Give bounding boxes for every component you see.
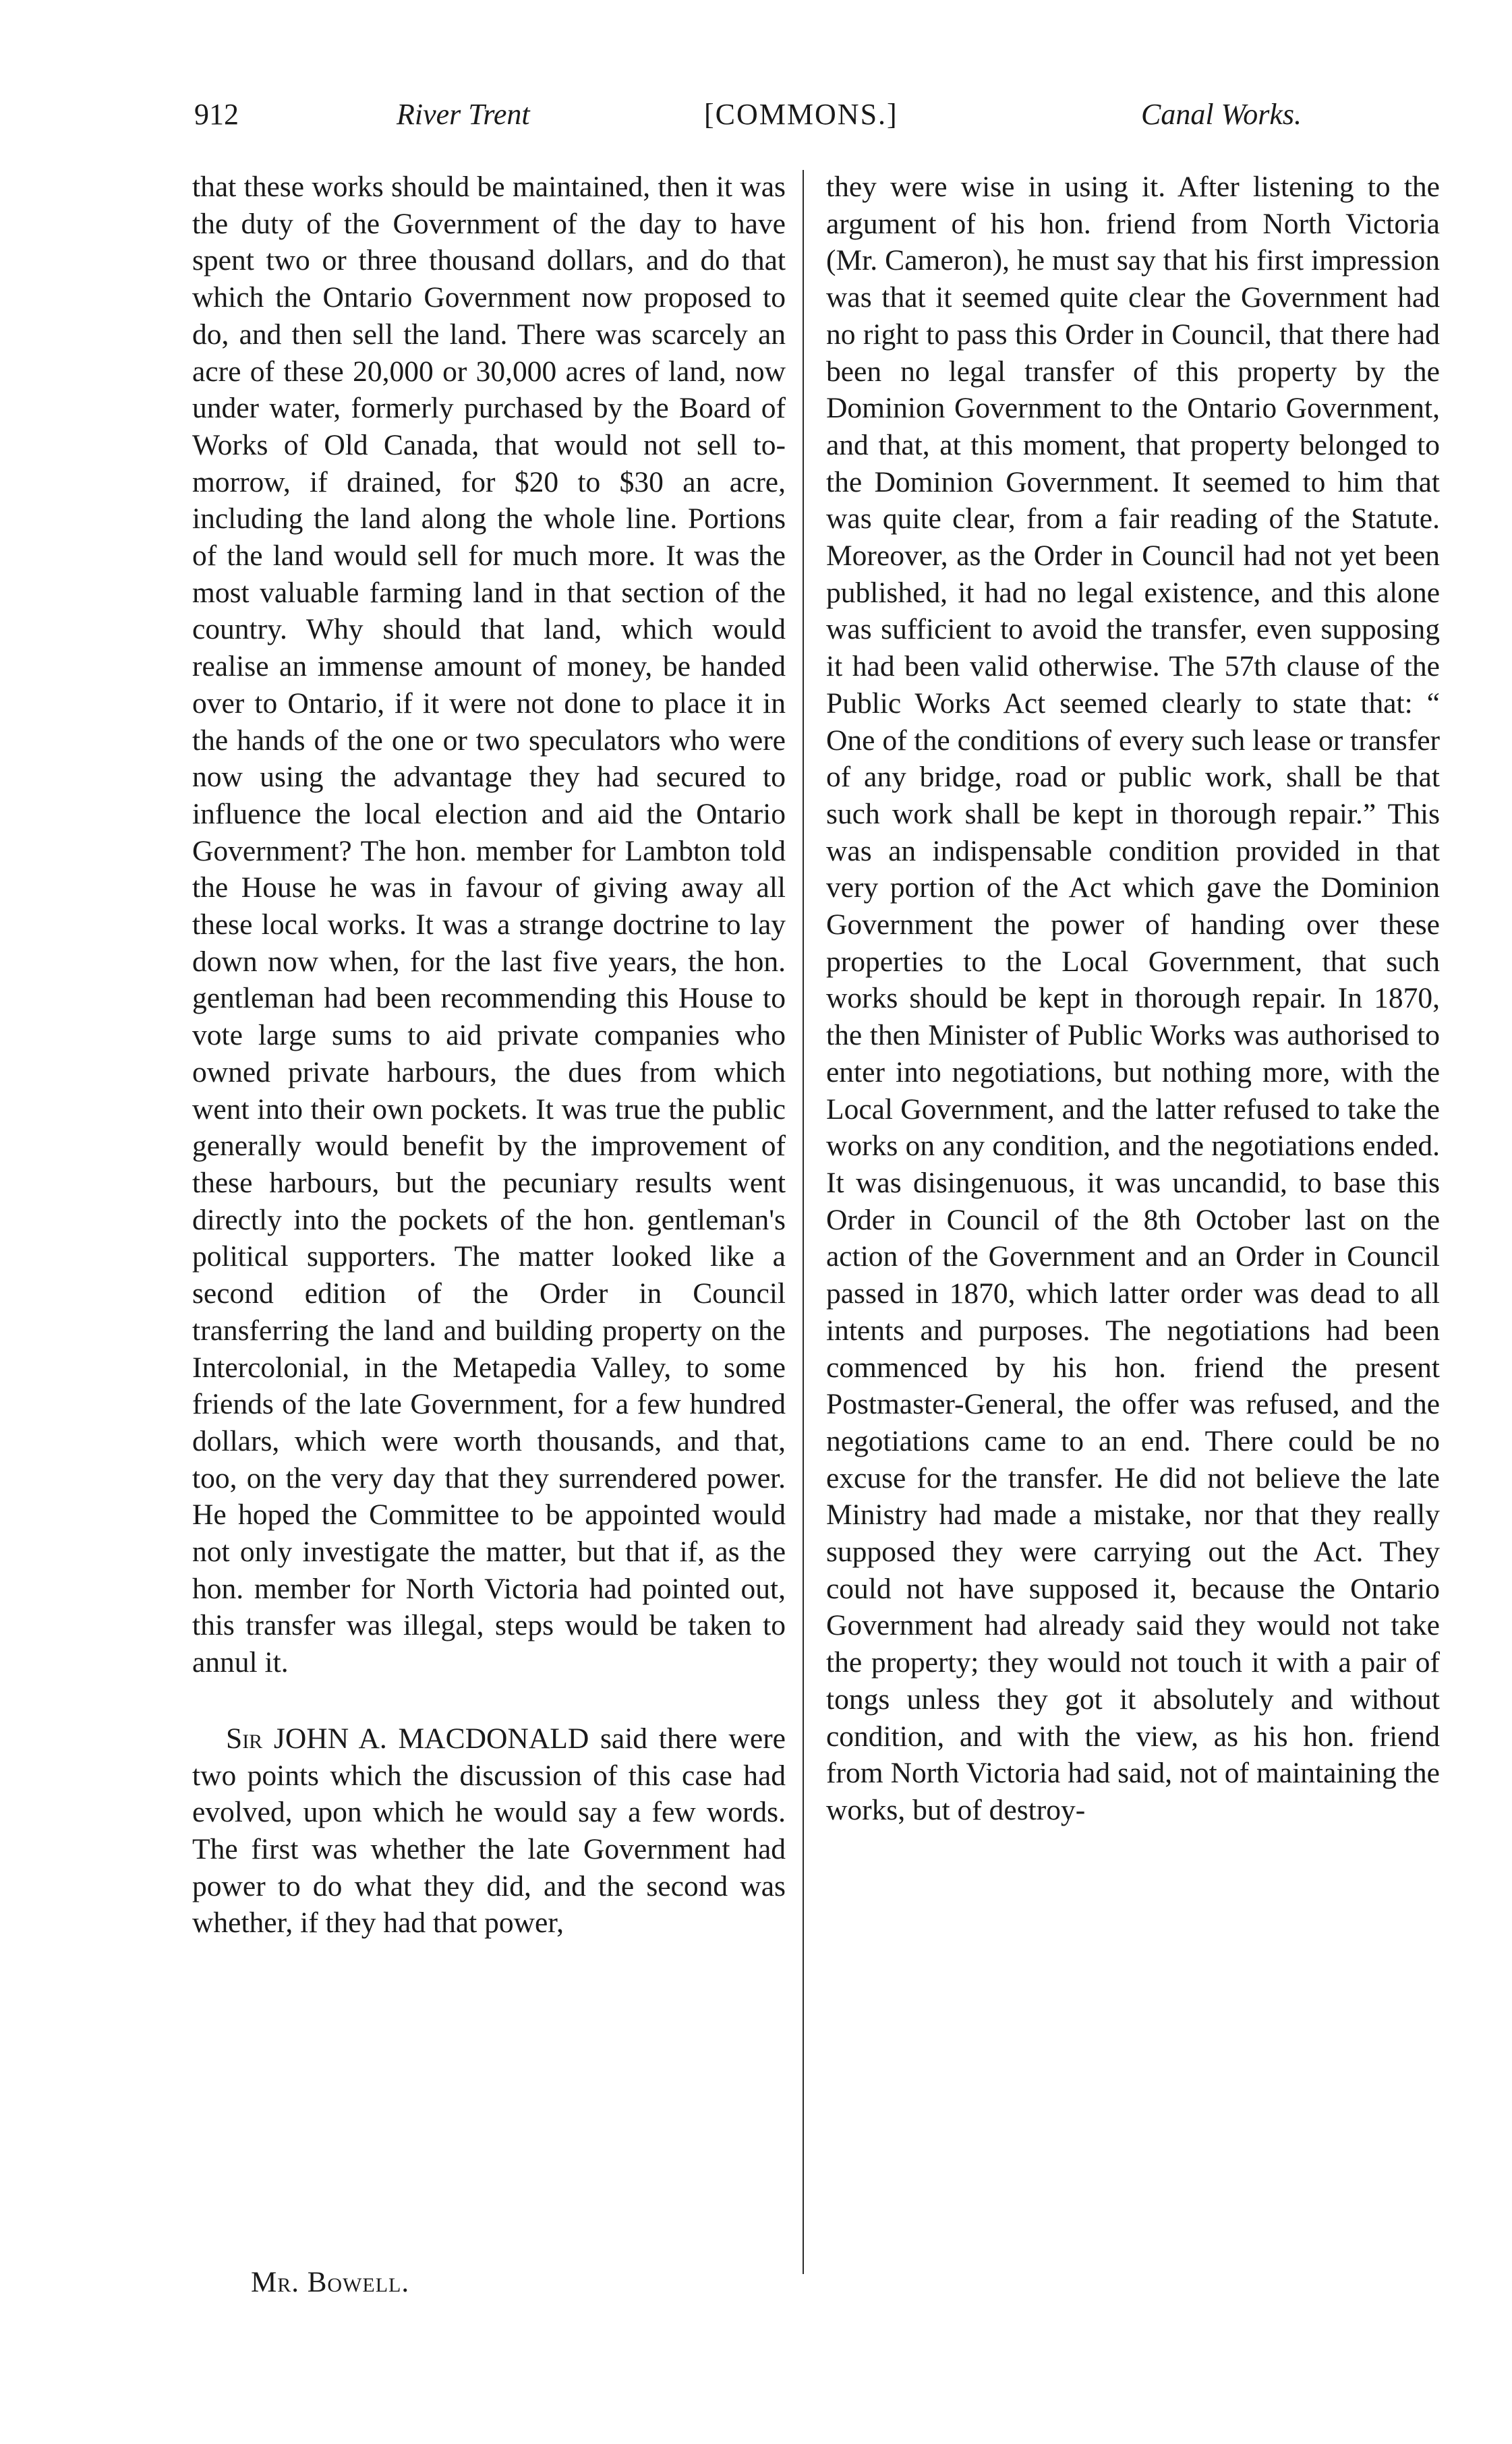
right-column	[826, 169, 1440, 1829]
page-number: 912	[194, 98, 239, 131]
chamber-label: [COMMONS.]	[704, 98, 898, 131]
speech-text: said there were two points which the discussion of this case had evolved, upon which he would say a few words. The first was whether the late Government had power to do what they did, and the second was whether, if they had that power,	[192, 1722, 786, 1940]
left-running-title: River Trent	[397, 98, 530, 131]
right-paragraph-1: they were wise in using it. After listening to the argument of his hon. friend from North Victoria (Mr. Cameron), he must say that his first impression was that it seemed quite clear the Government had no right to pass this Order in Council, that there had been no legal transfer of this property by the Dominion Government to the Ontario Government, and that, at this moment, that property belonged to the Dominion Government. It seemed to him that was quite clear, from a fair reading of the Statute. Moreover, as the Order in Council had not yet been published, it had no legal existence, and this alone was sufficient to avoid the transfer, even supposing it had been valid otherwise. The 57th clause of the Public Works Act seemed clearly to state that: “ One of the conditions of every such lease or transfer of any bridge, road or public work, shall be that such work shall be kept in thorough repair.” This was an indispensable condition provided in that very portion of the Act which gave the Dominion Government the power of handing over these properties to the Local Government, that such works should be kept in thorough repair. In 1870, the then Minister of Public Works was authorised to enter into negotiations, but nothing more, with the Local Government, and the latter refused to take the works on any condition, and the negotiations ended. It was disingenuous, it was uncandid, to base this Order in Council of the 8th October last on the action of the Government and an Order in Council passed in 1870, which latter order was dead to all intents and purposes. The negotiations had been commenced by his hon. friend the present Postmaster-General, the offer was refused, and the negotiations came to an end. There could be no excuse for the transfer. He did not believe the late Ministry had made a mistake, nor that they really supposed they were carrying out the Act. They could not have supposed it, because the Ontario Government had already said they would not take the property; they would not touch it with a pair of tongs unless they got it absolutely and without condition, and with the view, as his hon. friend from North Victoria had said, not of maintaining the works, but of destroy-	[826, 171, 1440, 1826]
speaker-name: Sir JOHN A. MACDONALD	[226, 1722, 589, 1755]
footer-speaker-name: Mr. Bowell.	[251, 2267, 410, 2298]
running-header	[194, 88, 1302, 142]
column-divider	[803, 170, 804, 2274]
speech-paragraph	[192, 1720, 786, 1942]
right-running-title: Canal Works.	[1141, 98, 1302, 131]
left-paragraph-1: that these works should be maintained, then it was the duty of the Government of the day to have spent two or three thousand dollars, and do that which the Ontario Government now proposed to do, and then sell the land. There was scarcely an acre of these 20,000 or 30,000 acres of land, now under water, formerly purchased by the Board of Works of Old Canada, that would not sell to-morrow, if drained, for $20 to $30 an acre, including the land along the whole line. Portions of the land would sell for much more. It was the most valuable farming land in that section of the country. Why should that land, which would realise an immense amount of money, be handed over to Ontario, if it were not done to place it in the hands of the one or two speculators who were now using the advantage they had secured to influence the local election and aid the Ontario Government? The hon. member for Lambton told the House he was in favour of giving away all these local works. It was a strange doctrine to lay down now when, for the last five years, the hon. gentleman had been recommending this House to vote large sums to aid private companies who owned private harbours, the dues from which went into their own pockets. It was true the public generally would benefit by the improvement of these harbours, but the pecuniary results went directly into the pockets of the hon. gentleman's political supporters. The matter looked like a second edition of the Order in Council transferring the land and building property on the Intercolonial, in the Metapedia Valley, to some friends of the late Government, for a few hundred dollars, which were worth thousands, and that, too, on the very day that they surrendered power. He hoped the Committee to be appointed would not only investigate the matter, but that if, as the hon. member for North Victoria had pointed out, this transfer was illegal, steps would be taken to annul it.	[192, 171, 786, 1679]
left-column	[192, 169, 786, 1942]
